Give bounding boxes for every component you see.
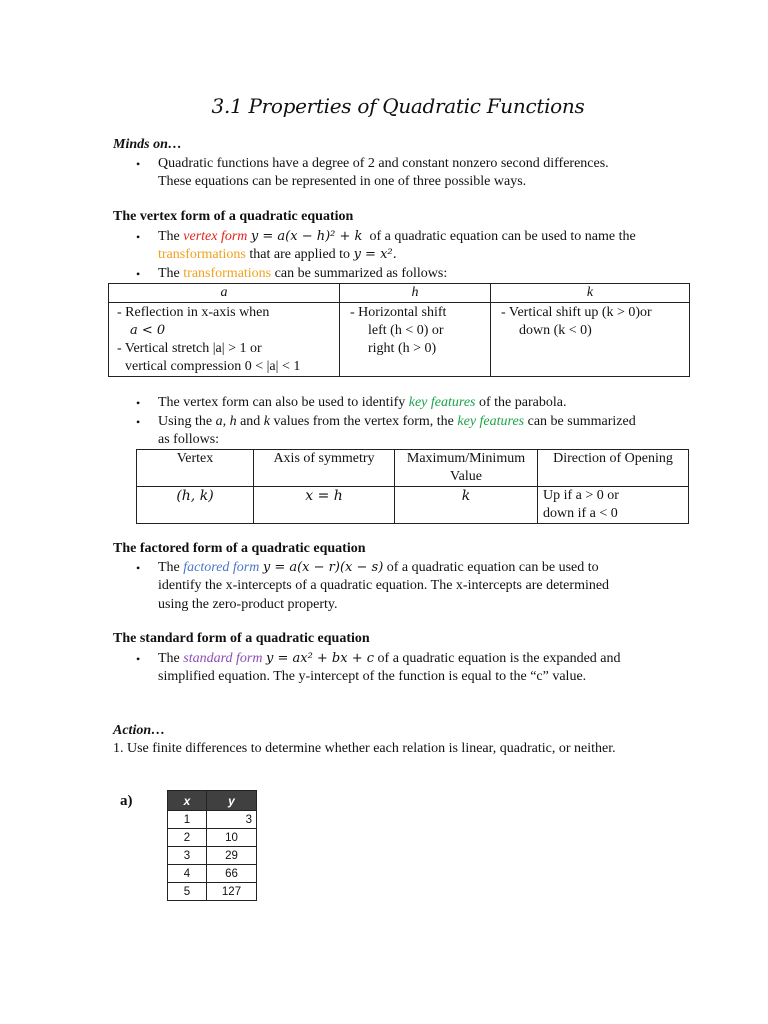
vertex-form-bullet-1 — [158, 228, 636, 246]
table-row — [168, 811, 257, 829]
direction-value — [538, 487, 689, 524]
a-line: vertical compression 0 < |a| < 1 — [125, 359, 301, 374]
text: and — [240, 414, 261, 429]
parent-function-equation: y = x². — [353, 247, 397, 262]
minds-on-text-line-1: Quadratic functions have a degree of 2 and constant nonzero second differences. — [158, 156, 609, 171]
factored-form-term: factored form — [183, 560, 260, 575]
y-cell: 10 — [207, 829, 257, 847]
h-line: - Horizontal shift — [350, 305, 447, 320]
factored-form-heading: The factored form of a quadratic equation — [113, 541, 366, 556]
max-min-value: k — [395, 487, 538, 524]
key-features-term: key features — [408, 395, 476, 410]
column-y-header: y — [207, 791, 257, 811]
standard-form-line-2: simplified equation. The y-intercept of the function is equal to the “c” value. — [158, 669, 587, 684]
factored-form-line-3: using the zero-product property. — [158, 597, 338, 612]
bullet-icon: • — [136, 157, 141, 171]
a-cell — [109, 303, 340, 377]
standard-form-line-1 — [158, 650, 621, 668]
k-line: - Vertical shift up (k > 0)or — [501, 305, 652, 320]
bullet-icon: • — [136, 396, 141, 410]
k-line: down (k < 0) — [519, 323, 592, 338]
a-line: - Reflection in x-axis when — [117, 305, 270, 320]
text: that are applied to — [249, 247, 351, 262]
bullet-icon: • — [136, 561, 141, 575]
header-text: Maximum/Minimum — [406, 451, 526, 466]
part-a-label: a) — [120, 793, 133, 809]
h-cell — [340, 303, 491, 377]
key-features-term: key features — [457, 414, 525, 429]
text: of a quadratic equation can be used to — [386, 560, 599, 575]
factored-form-line-1 — [158, 559, 599, 577]
direction-line: Up if a > 0 or — [543, 488, 619, 503]
direction-line: down if a < 0 — [543, 506, 618, 521]
standard-form-heading: The standard form of a quadratic equation — [113, 631, 370, 646]
action-heading: Action… — [113, 723, 166, 738]
header-a: a — [109, 284, 340, 303]
transformations-term: transformations — [183, 266, 272, 281]
header-direction: Direction of Opening — [538, 450, 689, 487]
text: The — [158, 229, 180, 244]
text: a, h — [215, 414, 237, 429]
header-vertex: Vertex — [137, 450, 254, 487]
table-row — [168, 883, 257, 901]
vertex-form-bullet-4 — [158, 413, 636, 431]
vertex-form-bullet-2 — [158, 265, 447, 283]
factored-form-equation: y = a(x − r)(x − s) — [262, 560, 384, 575]
text: k — [263, 414, 270, 429]
vertex-form-bullet-1-line-2 — [158, 246, 397, 264]
text: can be summarized as follows: — [274, 266, 448, 281]
text: The — [158, 266, 180, 281]
standard-form-term: standard form — [183, 651, 263, 666]
vertex-form-bullet-4-line-2: as follows: — [158, 432, 220, 447]
vertex-value: (h, k) — [137, 487, 254, 524]
text: values from the vertex form, the — [273, 414, 454, 429]
key-features-table — [136, 449, 689, 524]
h-line: right (h > 0) — [368, 341, 437, 356]
text: Using the — [158, 414, 213, 429]
factored-form-line-2: identify the x-intercepts of a quadratic equation. The x-intercepts are determined — [158, 578, 610, 593]
finite-differences-table — [167, 790, 257, 901]
text: The — [158, 651, 180, 666]
bullet-icon: • — [136, 652, 141, 666]
header-k: k — [491, 284, 690, 303]
text: can be summarized — [527, 414, 636, 429]
transformations-table — [108, 283, 690, 377]
page-title: 3.1 Properties of Quadratic Functions — [211, 94, 585, 118]
vertex-form-equation: y = a(x − h)² + k — [250, 229, 363, 244]
a-line: - Vertical stretch |a| > 1 or — [117, 341, 262, 356]
h-line: left (h < 0) or — [368, 323, 444, 338]
vertex-form-heading: The vertex form of a quadratic equation — [113, 209, 354, 224]
axis-value: x = h — [254, 487, 395, 524]
y-cell: 3 — [207, 811, 257, 829]
x-cell: 5 — [168, 883, 207, 901]
transformations-term: transformations — [158, 247, 246, 262]
bullet-icon: • — [136, 230, 141, 244]
minds-on-heading: Minds on… — [113, 137, 182, 152]
x-cell: 3 — [168, 847, 207, 865]
y-cell: 29 — [207, 847, 257, 865]
text: of a quadratic equation can be used to name the — [369, 229, 636, 244]
y-cell: 127 — [207, 883, 257, 901]
a-line: a < 0 — [130, 323, 166, 338]
standard-form-equation: y = ax² + bx + c — [265, 651, 375, 666]
text: The — [158, 560, 180, 575]
vertex-form-bullet-3 — [158, 394, 566, 412]
x-cell: 1 — [168, 811, 207, 829]
header-axis: Axis of symmetry — [254, 450, 395, 487]
x-cell: 4 — [168, 865, 207, 883]
header-h: h — [340, 284, 491, 303]
header-text: Value — [450, 469, 482, 484]
vertex-form-term: vertex form — [183, 229, 248, 244]
table-row — [168, 865, 257, 883]
text: The vertex form can also be used to identify — [158, 395, 406, 410]
text: of the parabola. — [478, 395, 567, 410]
minds-on-text-line-2: These equations can be represented in one of three possible ways. — [158, 174, 527, 189]
x-cell: 2 — [168, 829, 207, 847]
table-row — [168, 829, 257, 847]
text: of a quadratic equation is the expanded and — [377, 651, 621, 666]
bullet-icon: • — [136, 415, 141, 429]
table-row — [168, 847, 257, 865]
bullet-icon: • — [136, 267, 141, 281]
column-x-header: x — [168, 791, 207, 811]
k-cell — [491, 303, 690, 377]
header-max-min — [395, 450, 538, 487]
question-1: 1. Use finite differences to determine whether each relation is linear, quadratic, or neither. — [113, 741, 616, 756]
y-cell: 66 — [207, 865, 257, 883]
